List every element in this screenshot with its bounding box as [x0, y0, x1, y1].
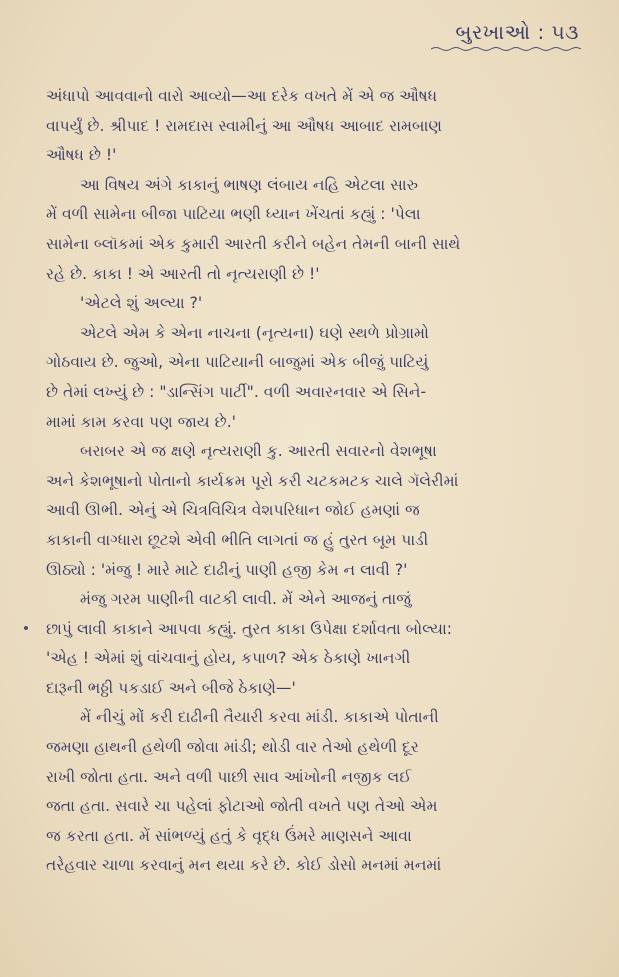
- text-line: રહે છે. કાકા ! એ આરતી તો નૃત્યરાણી છે !': [46, 264, 320, 283]
- text-line: મંજુ ગરમ પાણીની વાટકી લાવી. મેં એને આજનું તાજું: [80, 590, 411, 609]
- text-line: મેં નીચું મોં કરી દાઢીની તૈયારી કરવા માંડી. કાકાએ પોતાની: [80, 708, 439, 727]
- text-line: વાપર્યું છે. શ્રીપાદ ! રામદાસ સ્વામીનું આ ઔષધ આબાદ રામબાણ: [46, 116, 442, 135]
- text-line: મામાં કામ કરવા પણ જાય છે.': [46, 412, 236, 431]
- text-line: આ વિષય અંગે કાકાનું ભાષણ લંબાય નહિ એટલા સારુ: [80, 175, 419, 194]
- text-line: દારૂની ભઠ્ઠી પકડાઈ અને બીજે ઠેકાણે—': [46, 678, 296, 697]
- text-line: જમણા હાથની હથેળી જોવા માંડી; થોડી વાર તેઓ હથેળી દૂર: [46, 738, 419, 757]
- text-line: અને કેશભૂષાનો પોતાનો કાર્યક્રમ પૂરો કરી ચટકમટક ચાલે ગૅલેરીમાં: [46, 471, 459, 490]
- text-line: સામેના બ્લૉકમાં એક કુમારી આરતી કરીને બહેન તેમની બાની સાથે: [46, 234, 461, 253]
- text-line: જ કરતા હતા. મેં સાંભળ્યું હતું કે વૃદ્ધ ઉંમરે માણસને આવા: [46, 826, 412, 845]
- margin-mark: [24, 626, 28, 630]
- text-line: છે તેમાં લખ્યું છે : "ડાન્સિંગ પાર્ટી". વળી અવારનવાર એ સિને-: [46, 382, 427, 401]
- text-line: બરાબર એ જ ક્ષણે નૃત્યરાણી કુ. આરતી સવારનો વેશભૂષા: [80, 442, 437, 461]
- text-line: ઊઠ્યો : 'મંજુ ! મારે માટે દાઢીનું પાણી હજી કેમ ન લાવી ?': [46, 560, 408, 579]
- text-line: અંધાપો આવવાનો વારો આવ્યો—આ દરેક વખતે મેં એ જ ઔષધ: [46, 87, 438, 105]
- text-line: ઔષધ છે !': [46, 146, 117, 165]
- text-line: 'એટલે શું અલ્યા ?': [80, 294, 203, 313]
- text-line: કાકાની વાગ્ધારા છૂટશે એવી ભીતિ લાગતાં જ હું તુરત બૂમ પાડી: [46, 530, 429, 549]
- text-body: [46, 82, 589, 881]
- text-line: એટલે એમ કે એના નાચના (નૃત્યના) ઘણે સ્થળે પ્રોગ્રામો: [80, 323, 429, 342]
- text-line: ગોઠવાય છે. જુઓ, એના પાટિયાની બાજુમાં એક બીજું પાટિયું: [46, 353, 429, 372]
- text-line: તરેહવાર ચાળા કરવાનું મન થયા કરે છે. કોઈ ડોસો મનમાં મનમાં: [46, 856, 442, 875]
- text-line: મેં વળી સામેના બીજા પાટિયા ભણી ધ્યાન ખેંચતાં કહ્યું : 'પેલા: [46, 205, 421, 224]
- text-line: આવી ઊભી. એનું એ ચિત્રવિચિત્ર વેશપરિધાન જોઈ હમણાં જ: [46, 501, 420, 520]
- text-line: 'એહ ! એમાં શું વાંચવાનું હોય, કપાળ? એક ઠેકાણે ખાનગી: [46, 649, 411, 668]
- running-header: બુરખાઓ : ૫૩: [455, 20, 579, 44]
- text-line: રાખી જોતા હતા. અને વળી પાછી સાવ આંખોની નજીક લઈ: [46, 767, 412, 786]
- text-line: જતા હતા. સવારે ચા પહેલાં ફોટાઓ જોતી વખતે પણ તેઓ એમ: [46, 797, 438, 816]
- header-ornament-rule: [431, 46, 581, 52]
- text-line: છાપું લાવી કાકાને આપવા કહ્યું. તુરત કાકા ઉપેક્ષા દર્શાવતા બોલ્યા:: [46, 619, 453, 638]
